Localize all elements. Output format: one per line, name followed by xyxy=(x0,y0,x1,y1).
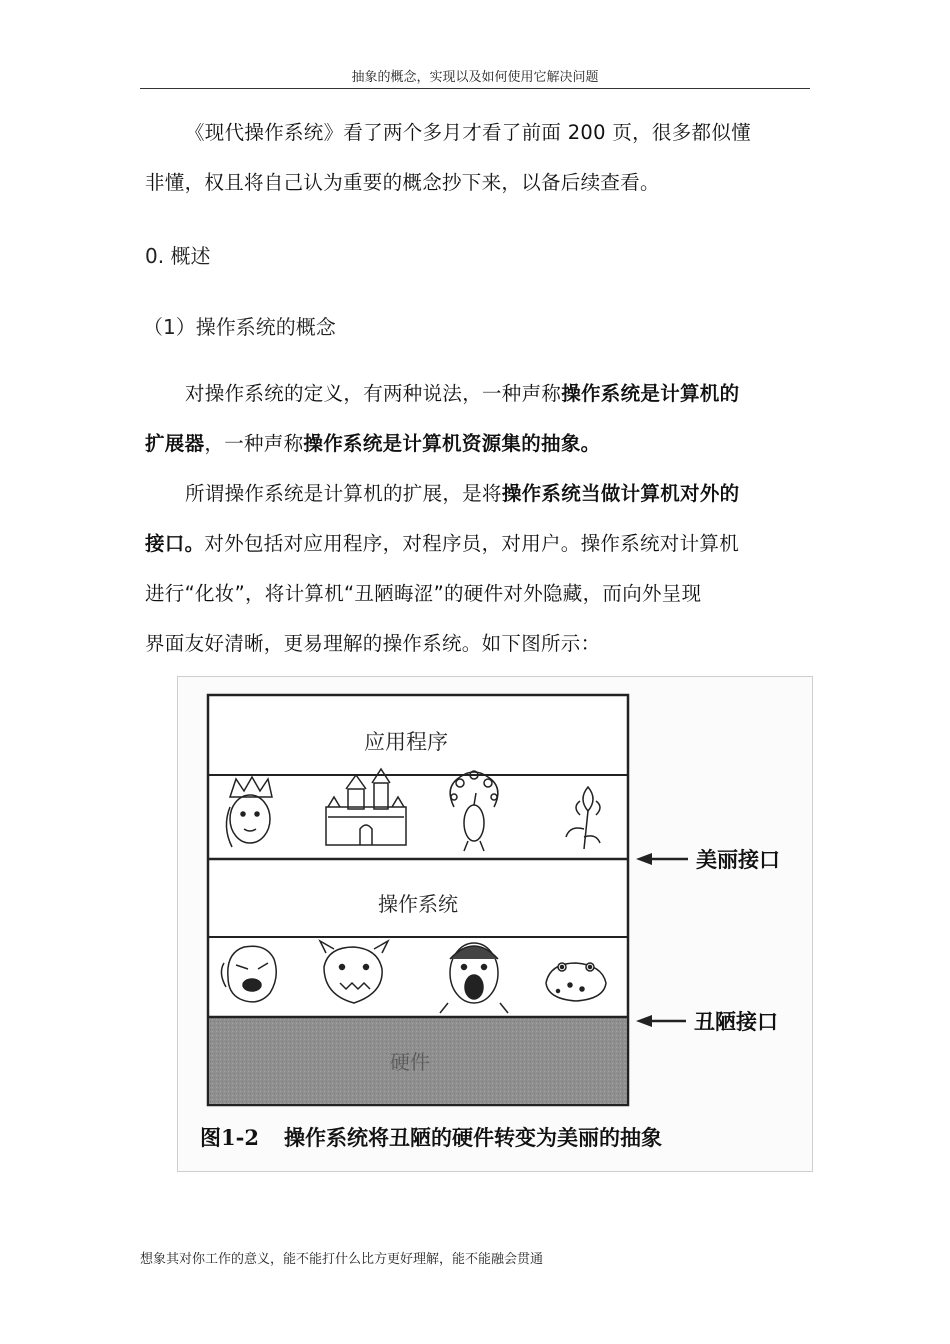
definition-bold-b: 操作系统是计算机的 xyxy=(561,382,740,405)
extension-line-3 xyxy=(145,569,805,619)
definition-line-1 xyxy=(145,369,805,419)
intro-text-2: 非懂，权且将自己认为重要的概念抄下来，以备后续查看。 xyxy=(145,171,660,194)
subsection-title: 操作系统的概念 xyxy=(195,315,336,339)
beautiful-interface-arrow xyxy=(636,853,688,865)
header-rule xyxy=(140,88,810,89)
extension-line-2 xyxy=(145,519,805,569)
figure-caption-text: 操作系统将丑陋的硬件转变为美丽的抽象 xyxy=(284,1125,662,1150)
definition-paragraph xyxy=(145,369,805,469)
beautiful-interface-label: 美丽接口 xyxy=(696,847,780,872)
page-footer: 想象其对你工作的意义，能不能打什么比方更好理解，能不能融会贯通 xyxy=(140,1252,544,1267)
toad-icon xyxy=(546,963,606,1001)
figure-illustration xyxy=(178,677,812,1171)
extension-bold-c: 接口。 xyxy=(145,532,205,555)
extension-line-4 xyxy=(145,619,805,669)
definition-text-d: ，一种声称 xyxy=(204,432,304,455)
ugly-interface-label: 丑陋接口 xyxy=(694,1009,778,1034)
extension-text-d: 对外包括对应用程序，对程序员，对用户。操作系统对计算机 xyxy=(204,532,740,555)
layer-hw-label: 硬件 xyxy=(390,1050,430,1074)
subsection-number: （1） xyxy=(143,315,196,339)
subsection-heading xyxy=(143,311,336,340)
extension-bold-b: 操作系统当做计算机对外的 xyxy=(501,482,740,505)
intro-line-1 xyxy=(145,108,805,158)
extension-text-e: 进行“化妆”，将计算机“丑陋晦涩”的硬件对外隐藏，而向外呈现 xyxy=(145,582,702,605)
intro-line-2 xyxy=(145,158,805,208)
extension-text-a: 所谓操作系统是计算机的扩展，是将 xyxy=(185,482,502,505)
definition-text-a: 对操作系统的定义，有两种说法，一种声称 xyxy=(185,382,562,405)
ugly-interface-arrow xyxy=(636,1015,686,1027)
intro-paragraph xyxy=(145,108,805,208)
definition-line-2 xyxy=(145,419,805,469)
extension-paragraph xyxy=(145,469,805,669)
os-abstraction-figure xyxy=(177,676,813,1172)
extension-text-f: 界面友好清晰，更易理解的操作系统。如下图所示： xyxy=(145,632,601,655)
section-heading: 0. 概述 xyxy=(145,244,211,268)
extension-line-1 xyxy=(145,469,805,519)
layer-os-label: 操作系统 xyxy=(378,892,458,916)
definition-bold-e: 操作系统是计算机资源集的抽象。 xyxy=(303,432,601,455)
intro-text-1: 《现代操作系统》看了两个多月才看了前面 200 页，很多都似懂 xyxy=(185,121,751,144)
definition-bold-c: 扩展器 xyxy=(145,432,205,455)
page-header: 抽象的概念，实现以及如何使用它解决问题 xyxy=(351,70,599,85)
figure-caption-number: 图1-2 xyxy=(200,1125,259,1150)
layer-app-label: 应用程序 xyxy=(364,730,448,754)
